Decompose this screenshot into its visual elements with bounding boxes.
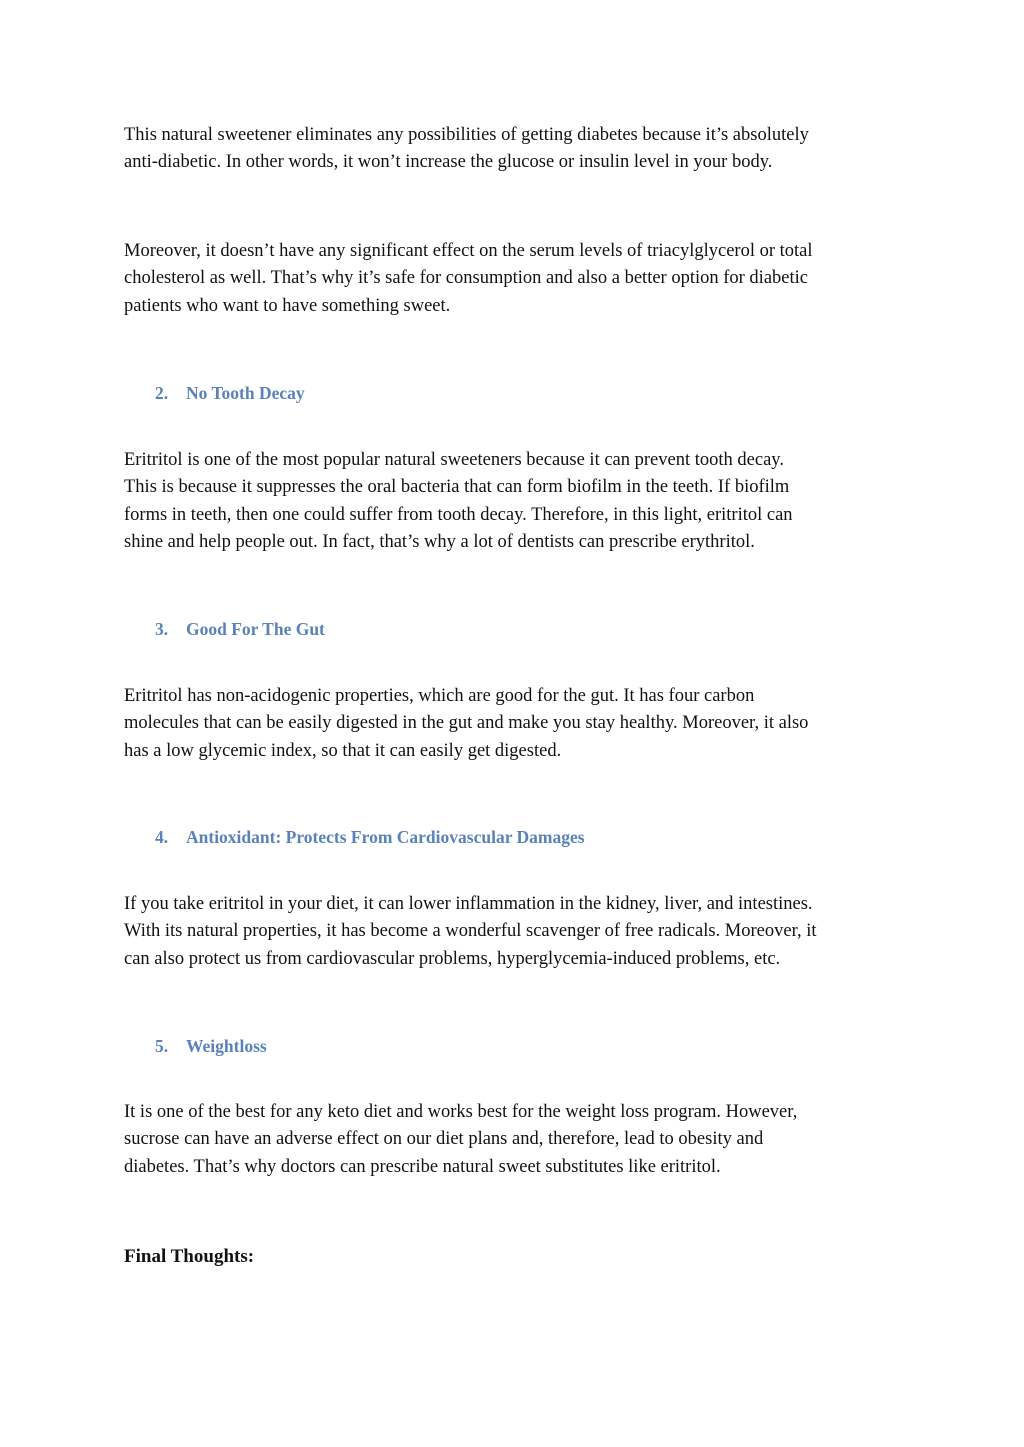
paragraph-line: shine and help people out. In fact, that’s why a lot of dentists can prescribe erythritol. [124, 531, 755, 552]
heading-number: 4. [155, 827, 169, 847]
heading-number: 3. [155, 619, 169, 639]
paragraph-line: This natural sweetener eliminates any possibilities of getting diabetes because it’s absolutely [124, 125, 809, 145]
paragraph-weightloss [124, 1099, 924, 1181]
paragraph-line: If you take eritritol in your diet, it can lower inflammation in the kidney, liver, and intestines. [124, 894, 813, 914]
paragraph-line: can also protect us from cardiovascular problems, hyperglycemia-induced problems, etc. [124, 948, 781, 969]
paragraph-tooth-decay [124, 447, 924, 556]
paragraph-anti-diabetic [124, 122, 924, 177]
heading-text: Good For The Gut [186, 619, 325, 639]
paragraph-line: sucrose can have an adverse effect on our diet plans and, therefore, lead to obesity and [124, 1129, 764, 1150]
paragraph-line: Moreover, it doesn’t have any significant effect on the serum levels of triacylglycerol or total [124, 241, 813, 261]
heading-text: No Tooth Decay [186, 383, 305, 403]
heading-text: Antioxidant: Protects From Cardiovascular Damages [186, 827, 585, 847]
heading-weightloss [155, 1034, 267, 1058]
final-thoughts-heading: Final Thoughts: [124, 1246, 255, 1267]
paragraph-antioxidant [124, 891, 924, 973]
paragraph-gut [124, 683, 924, 765]
paragraph-line: molecules that can be easily digested in the gut and make you stay healthy. Moreover, it also [124, 713, 809, 734]
heading-antioxidant [155, 825, 585, 849]
paragraph-cholesterol [124, 238, 924, 320]
paragraph-line: forms in teeth, then one could suffer from tooth decay. Therefore, in this light, eritritol can [124, 504, 793, 525]
heading-good-for-the-gut [155, 617, 325, 641]
paragraph-line: patients who want to have something sweet. [124, 295, 451, 316]
paragraph-line: cholesterol as well. That’s why it’s safe for consumption and also a better option for diabetic [124, 268, 808, 289]
heading-number: 2. [155, 383, 169, 403]
paragraph-line: This is because it suppresses the oral bacteria that can form biofilm in the teeth. If biofilm [124, 477, 790, 498]
heading-no-tooth-decay [155, 381, 305, 405]
paragraph-line: anti-diabetic. In other words, it won’t increase the glucose or insulin level in your body. [124, 152, 773, 173]
paragraph-line: Eritritol is one of the most popular natural sweeteners because it can prevent tooth decay. [124, 450, 784, 470]
paragraph-line: diabetes. That’s why doctors can prescribe natural sweet substitutes like eritritol. [124, 1156, 721, 1177]
paragraph-line: It is one of the best for any keto diet and works best for the weight loss program. However, [124, 1102, 798, 1122]
heading-number: 5. [155, 1036, 169, 1056]
paragraph-line: Eritritol has non-acidogenic properties, which are good for the gut. It has four carbon [124, 686, 755, 706]
paragraph-line: With its natural properties, it has become a wonderful scavenger of free radicals. Moreover, it [124, 921, 817, 942]
heading-text: Weightloss [186, 1036, 267, 1056]
paragraph-line: has a low glycemic index, so that it can easily get digested. [124, 740, 562, 761]
